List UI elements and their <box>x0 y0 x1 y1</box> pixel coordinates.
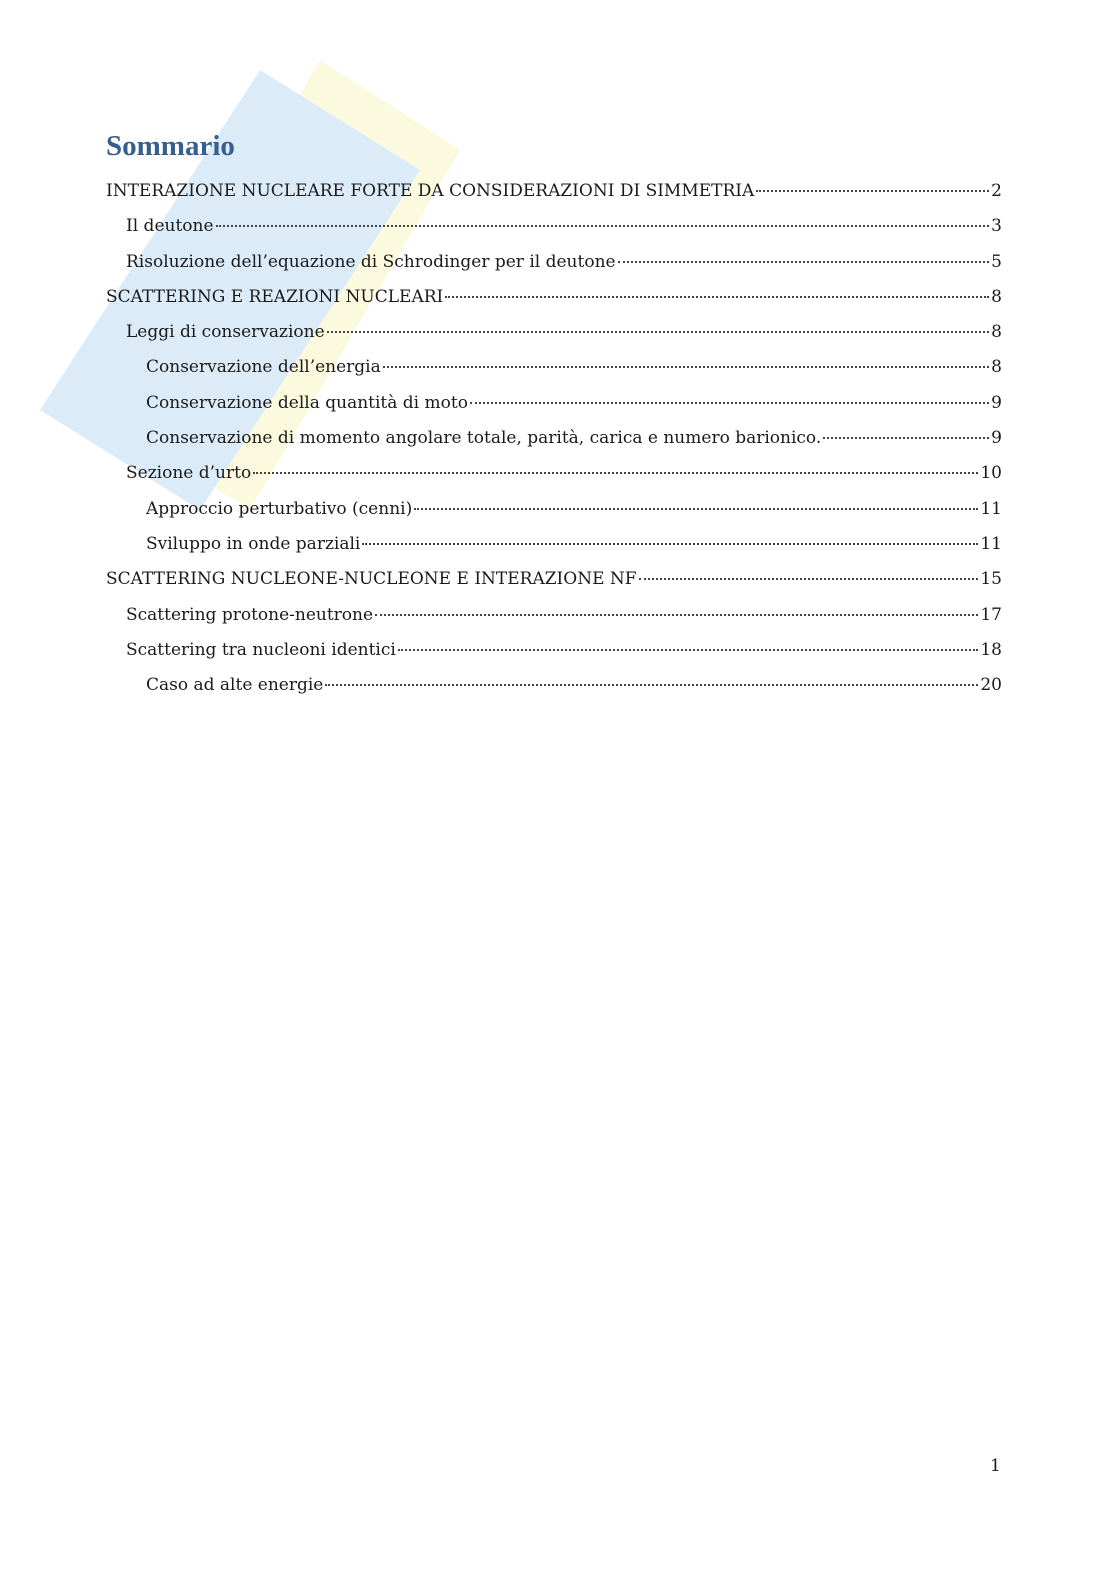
toc-dot-leader <box>216 224 990 227</box>
page-number: 1 <box>990 1456 1001 1476</box>
toc-entry-page: 9 <box>991 392 1002 413</box>
toc-entry[interactable] <box>106 562 1002 597</box>
toc-entry-text: Conservazione di momento angolare totale, parità, carica e numero barionico. <box>146 428 822 449</box>
toc-entry-page: 9 <box>991 428 1002 449</box>
toc-entry-text: Scattering protone-neutrone <box>126 604 374 625</box>
document-page <box>106 128 1002 703</box>
toc-entry-text: SCATTERING E REAZIONI NUCLEARI <box>106 286 444 307</box>
toc-entry-text: INTERAZIONE NUCLEARE FORTE DA CONSIDERAZIONI DI SIMMETRIA <box>106 181 755 201</box>
toc-entry-page: 8 <box>991 286 1002 307</box>
toc-entry-text: Leggi di conservazione <box>126 322 325 343</box>
toc-dot-leader <box>445 295 989 298</box>
toc-entry[interactable] <box>106 633 1002 668</box>
toc-dot-leader <box>253 471 978 474</box>
toc-entry[interactable] <box>106 492 1002 527</box>
toc-entry-page: 3 <box>991 216 1002 237</box>
toc-title: Sommario <box>106 130 235 162</box>
toc-list <box>106 174 1002 703</box>
toc-dot-leader <box>470 401 989 404</box>
toc-entry-page: 8 <box>991 322 1002 343</box>
toc-dot-leader <box>327 330 990 333</box>
toc-entry-page: 5 <box>991 251 1002 272</box>
toc-entry[interactable] <box>106 245 1002 280</box>
toc-entry[interactable] <box>106 598 1002 633</box>
toc-entry-text: Il deutone <box>126 216 214 237</box>
toc-entry-page: 20 <box>980 675 1002 696</box>
toc-entry[interactable] <box>106 527 1002 562</box>
toc-entry-text: Sezione d’urto <box>126 463 252 484</box>
toc-entry[interactable] <box>106 421 1002 456</box>
toc-dot-leader <box>639 577 979 580</box>
toc-entry[interactable] <box>106 174 1002 209</box>
toc-dot-leader <box>362 542 978 545</box>
toc-entry-page: 18 <box>980 639 1002 660</box>
toc-entry-page: 17 <box>980 604 1002 625</box>
toc-entry[interactable] <box>106 386 1002 421</box>
toc-entry-text: Risoluzione dell’equazione di Schrodinger per il deutone <box>126 251 616 272</box>
toc-entry-page: 2 <box>991 181 1002 201</box>
toc-entry[interactable] <box>106 209 1002 244</box>
toc-dot-leader <box>383 365 989 368</box>
toc-dot-leader <box>398 648 979 651</box>
toc-entry-text: Conservazione della quantità di moto <box>146 392 468 413</box>
toc-entry[interactable] <box>106 456 1002 491</box>
toc-entry-page: 11 <box>980 498 1002 519</box>
toc-entry-text: Caso ad alte energie <box>146 675 324 696</box>
toc-entry[interactable] <box>106 350 1002 385</box>
toc-entry-text: SCATTERING NUCLEONE-NUCLEONE E INTERAZIONE NF <box>106 569 637 590</box>
toc-dot-leader <box>823 436 989 439</box>
toc-dot-leader <box>618 260 990 263</box>
toc-entry-text: Conservazione dell’energia <box>146 357 381 378</box>
toc-entry[interactable] <box>106 315 1002 350</box>
toc-entry-text: Sviluppo in onde parziali <box>146 533 361 554</box>
toc-dot-leader <box>375 613 978 616</box>
toc-entry-page: 10 <box>980 463 1002 484</box>
toc-dot-leader <box>414 507 978 510</box>
toc-entry-page: 11 <box>980 533 1002 554</box>
toc-entry-text: Approccio perturbativo (cenni) <box>146 498 413 519</box>
toc-entry-text: Scattering tra nucleoni identici <box>126 639 396 660</box>
toc-entry[interactable] <box>106 280 1002 315</box>
toc-dot-leader <box>756 189 989 192</box>
toc-entry-page: 8 <box>991 357 1002 378</box>
toc-entry[interactable] <box>106 668 1002 703</box>
toc-dot-leader <box>325 683 978 686</box>
toc-entry-page: 15 <box>980 569 1002 590</box>
